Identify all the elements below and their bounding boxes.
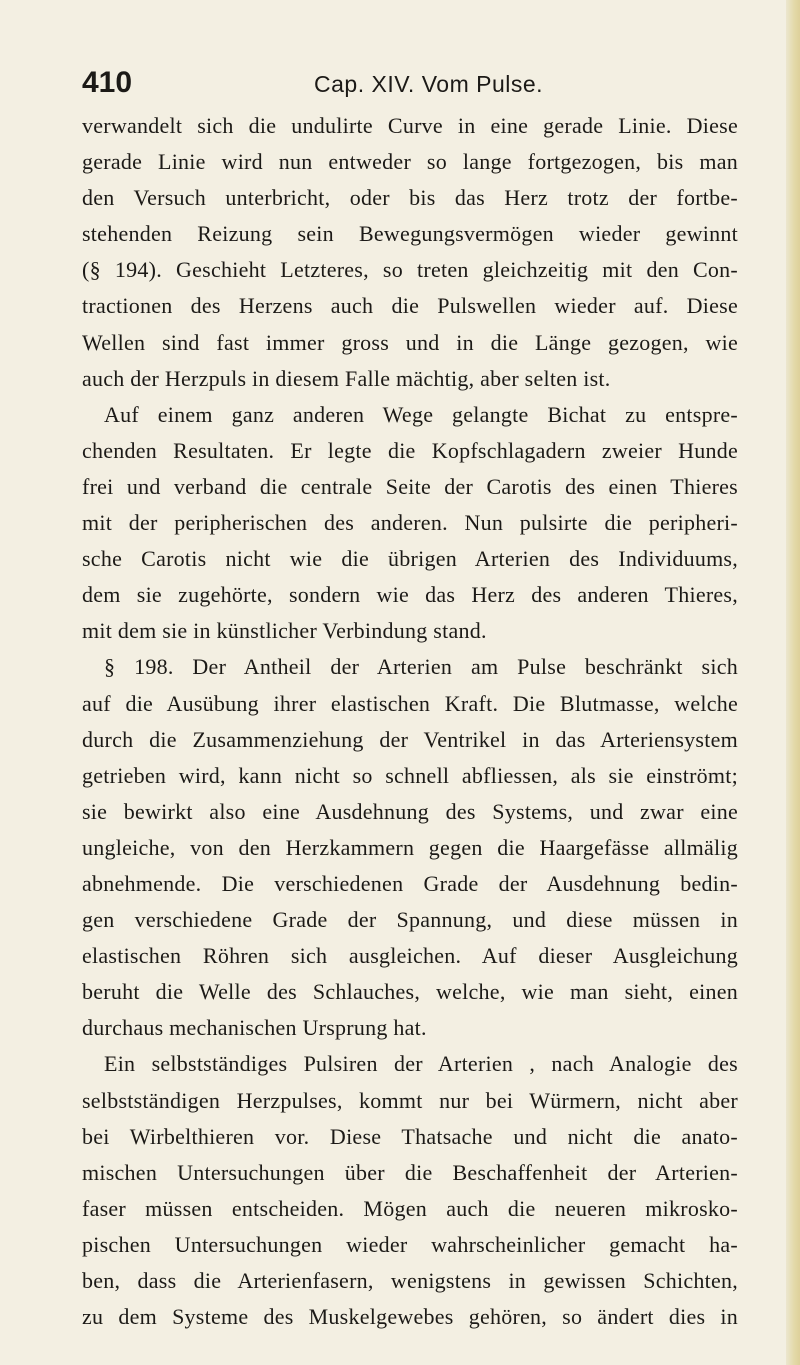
text-line: Ein selbstständiges Pulsiren der Arterien , nach Analogie des	[104, 1051, 738, 1077]
text-line: auch der Herzpuls in diesem Falle mächtig, aber selten ist.	[82, 365, 611, 391]
page-edge	[786, 0, 800, 1365]
running-head: Cap. XIV. Vom Pulse.	[314, 71, 544, 97]
text-line: faser müssen entscheiden. Mögen auch die neueren mikrosko-	[82, 1195, 738, 1221]
text-line: den Versuch unterbricht, oder bis das Herz trotz der fortbe-	[82, 185, 738, 211]
text-line: zu dem Systeme des Muskelgewebes gehören, so ändert dies in	[82, 1304, 738, 1330]
page-number: 410	[82, 66, 133, 99]
text-line: Wellen sind fast immer gross und in die Länge gezogen, wie	[82, 329, 738, 355]
text-line: frei und verband die centrale Seite der Carotis des einen Thieres	[82, 473, 738, 499]
text-line: dem sie zugehörte, sondern wie das Herz des anderen Thieres,	[82, 582, 738, 608]
text-line: durchaus mechanischen Ursprung hat.	[82, 1015, 427, 1041]
text-line: chenden Resultaten. Er legte die Kopfschlagadern zweier Hunde	[82, 437, 738, 463]
text-line: getrieben wird, kann nicht so schnell abfliessen, als sie einströmt;	[82, 762, 738, 788]
text-line: bei Wirbelthieren vor. Diese Thatsache und nicht die anato-	[82, 1123, 738, 1149]
text-line: pischen Untersuchungen wieder wahrscheinlicher gemacht ha-	[82, 1231, 738, 1257]
text-line: stehenden Reizung sein Bewegungsvermögen wieder gewinnt	[82, 221, 738, 247]
text-line: Auf einem ganz anderen Wege gelangte Bichat zu entspre-	[104, 401, 738, 427]
text-line: tractionen des Herzens auch die Pulswellen wieder auf. Diese	[82, 293, 738, 319]
text-line: elastischen Röhren sich ausgleichen. Auf dieser Ausgleichung	[82, 943, 738, 969]
text-line: sie bewirkt also eine Ausdehnung des Systems, und zwar eine	[82, 798, 738, 824]
text-line: beruht die Welle des Schlauches, welche, wie man sieht, einen	[82, 979, 738, 1005]
text-line: gerade Linie wird nun entweder so lange fortgezogen, bis man	[82, 149, 738, 175]
text-line: § 198. Der Antheil der Arterien am Pulse beschränkt sich	[104, 654, 738, 680]
text-line: (§ 194). Geschieht Letzteres, so treten gleichzeitig mit den Con-	[82, 257, 738, 283]
text-line: durch die Zusammenziehung der Ventrikel in das Arteriensystem	[82, 726, 738, 752]
text-line: ben, dass die Arterienfasern, wenigstens in gewissen Schichten,	[82, 1268, 738, 1293]
text-line: verwandelt sich die undulirte Curve in eine gerade Linie. Diese	[82, 113, 738, 138]
text-line: mischen Untersuchungen über die Beschaffenheit der Arterien-	[82, 1159, 738, 1185]
text-line: abnehmende. Die verschiedenen Grade der Ausdehnung bedin-	[82, 870, 738, 896]
text-line: sche Carotis nicht wie die übrigen Arterien des Individuums,	[82, 546, 738, 572]
page-header	[82, 66, 722, 106]
text-line: gen verschiedene Grade der Spannung, und diese müssen in	[82, 907, 738, 933]
text-line: auf die Ausübung ihrer elastischen Kraft. Die Blutmasse, welche	[82, 690, 738, 716]
text-line: ungleiche, von den Herzkammern gegen die Haargefässe allmälig	[82, 834, 738, 860]
body-text	[82, 108, 738, 1335]
text-line: selbstständigen Herzpulses, kommt nur bei Würmern, nicht aber	[82, 1087, 738, 1113]
text-line: mit der peripherischen des anderen. Nun pulsirte die peripheri-	[82, 510, 738, 536]
text-line: mit dem sie in künstlicher Verbindung stand.	[82, 618, 487, 644]
